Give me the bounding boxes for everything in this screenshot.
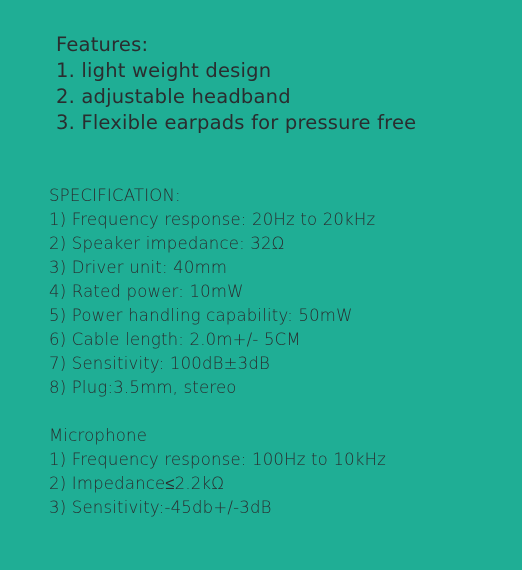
specification-item: 3) Driver unit: 40mm bbox=[49, 258, 228, 277]
microphone-item: 3) Sensitivity:-45db+/-3dB bbox=[49, 498, 272, 517]
microphone-item: 1) Frequency response: 100Hz to 10kHz bbox=[49, 450, 387, 469]
specification-item: 8) Plug:3.5mm, stereo bbox=[49, 378, 237, 397]
microphone-item: 2) Impedance≤2.2kΩ bbox=[49, 474, 225, 493]
features-item: 2. adjustable headband bbox=[56, 85, 291, 108]
specification-item: 1) Frequency response: 20Hz to 20kHz bbox=[49, 210, 376, 229]
microphone-section bbox=[49, 424, 386, 520]
microphone-heading: Microphone bbox=[49, 426, 148, 445]
specification-item: 5) Power handling capability: 50mW bbox=[49, 306, 353, 325]
specification-item: 6) Cable length: 2.0m+/- 5CM bbox=[49, 330, 301, 349]
features-section bbox=[56, 32, 416, 136]
specification-item: 2) Speaker impedance: 32Ω bbox=[49, 234, 285, 253]
specification-section bbox=[49, 184, 375, 400]
features-item: 3. Flexible earpads for pressure free bbox=[56, 111, 417, 134]
features-heading: Features: bbox=[56, 33, 149, 56]
features-item: 1. light weight design bbox=[56, 59, 272, 82]
specification-heading: SPECIFICATION: bbox=[49, 186, 181, 205]
specification-item: 4) Rated power: 10mW bbox=[49, 282, 244, 301]
specification-item: 7) Sensitivity: 100dB±3dB bbox=[49, 354, 271, 373]
